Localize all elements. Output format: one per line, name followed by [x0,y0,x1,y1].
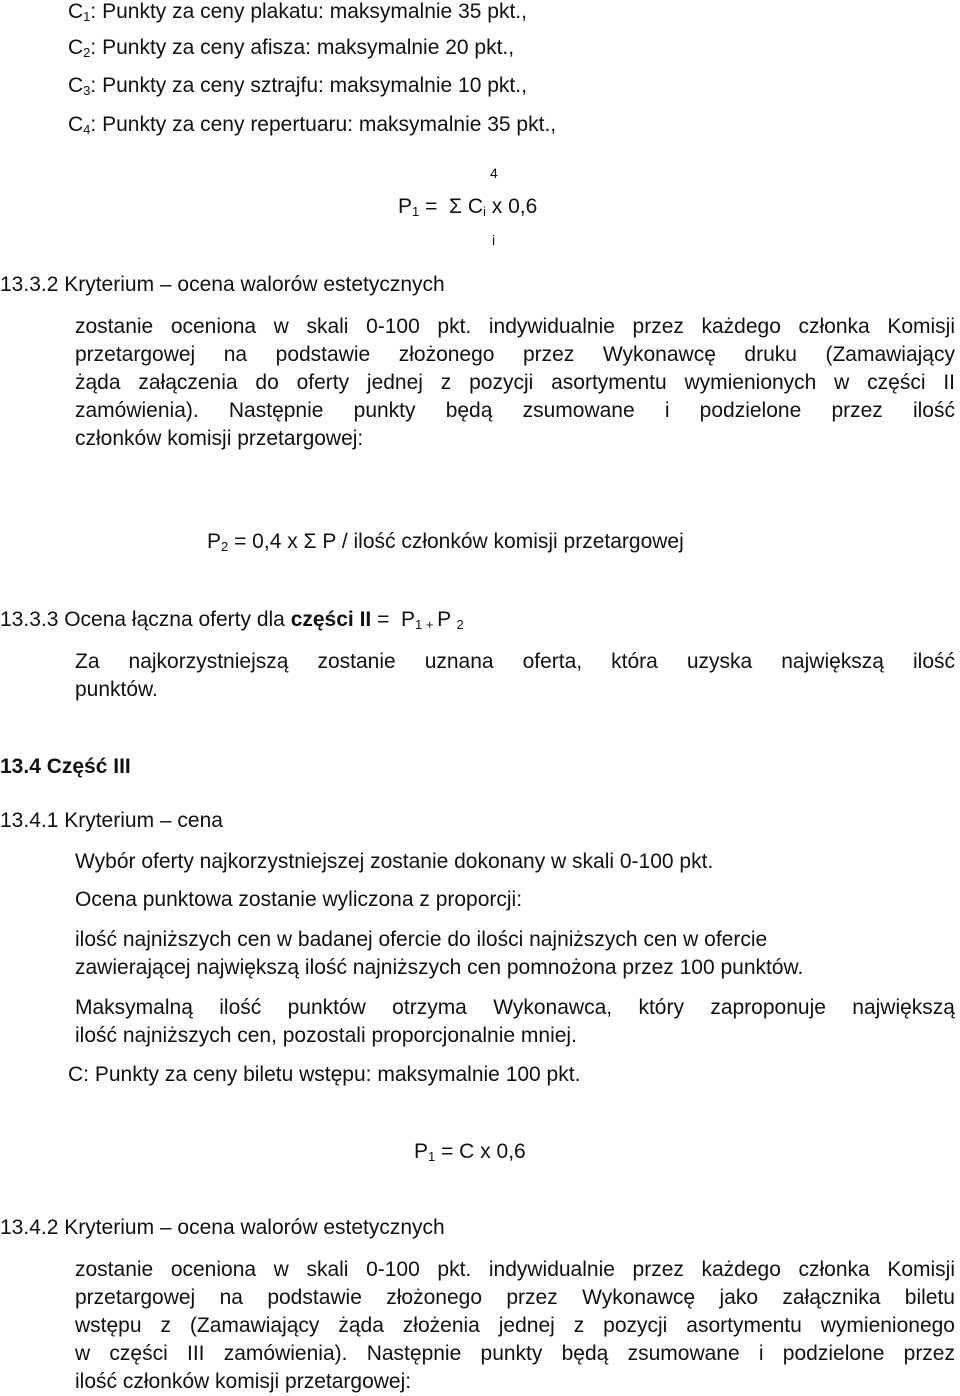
section-13-4-1-heading: 13.4.1 Kryterium – cena [0,809,223,832]
proportion-text: ilość najniższych cen w badanej ofercie do ilości najniższych cen w ofercie zawierającej największą ilość najniższych cen pomnożona przez 100 punktów. [75,928,804,979]
section-13-4-heading: 13.4 Część III [0,755,131,778]
section-13-3-3-body: Za najkorzystniejszą zostanie uznana oferta, która uzyska największą ilość punktów. [75,650,955,701]
formula1: $P_1 = \Sigma$ $C_i$ x 0,6 [398,195,538,219]
section-13-3-3-heading: 13.3.3 Ocena łączna oferty dla części II = $P_{1 +}$ P $_2$ [0,608,464,632]
section-13-4-2-body: zostanie oceniona w skali 0-100 pkt. indywidualnie przez każdego członka Komisji przetargowej na podstawie złożonego przez Wykonawcę jako załącznika biletu wstępu z (Zamawiający żąda złożenia jednej z pozycji asortymentu wymienionego w części III zamówienia). Następnie punkty będą zsumowane i podzielone przez ilość członków komisji przetargowej: [75,1258,955,1393]
formula3: $P_1 = C$ x 0,6 [414,1140,526,1164]
section-13-3-2-heading: 13.3.2 Kryterium – ocena walorów estetycznych [0,273,445,296]
section-13-3-2-body: zostanie oceniona w skali 0-100 pkt. indywidualnie przez każdego członka Komisji przetargowej na podstawie złożonego przez Wykonawcę druku (Zamawiający żąda załączenia do oferty jednej z pozycji asortymentu wymienionych w części II zamówienia). Następnie punkty będą zsumowane i podzielone przez ilość członków komisji przetargowej: [75,315,955,450]
criterion-c1: $C_1$: Punkty za ceny plakatu: maksymalnie 35 pkt., [68,0,527,24]
criterion-c4: $C_4$: Punkty za ceny repertuaru: maksymalnie 35 pkt., [68,113,557,137]
formula1-upper-limit: 4 [490,165,498,181]
criterion-c2: $C_2$: Punkty za ceny afisza: maksymalnie 20 pkt., [68,36,515,60]
formula2: $P_2 = 0,4$ x Σ P / ilość członków komisji przetargowej [207,530,684,554]
max-points-text: Maksymalną ilość punktów otrzyma Wykonawca, który zaproponuje największą ilość najniższych cen, pozostali proporcjonalnie mniej. [75,996,955,1047]
criterion-c3: $C_3$: Punkty za ceny sztrajfu: maksymalnie 10 pkt., [68,74,527,98]
section-13-4-1-line1: Wybór oferty najkorzystniejszej zostanie dokonany w skali 0-100 pkt. [75,850,714,873]
section-13-4-1-line2: Ocena punktowa zostanie wyliczona z proporcji: [75,888,523,911]
formula1-lower-limit: i [492,232,496,248]
criterion-c-ticket: C: Punkty za ceny biletu wstępu: maksymalnie 100 pkt. [68,1063,581,1086]
section-13-4-2-heading: 13.4.2 Kryterium – ocena walorów estetycznych [0,1216,445,1239]
